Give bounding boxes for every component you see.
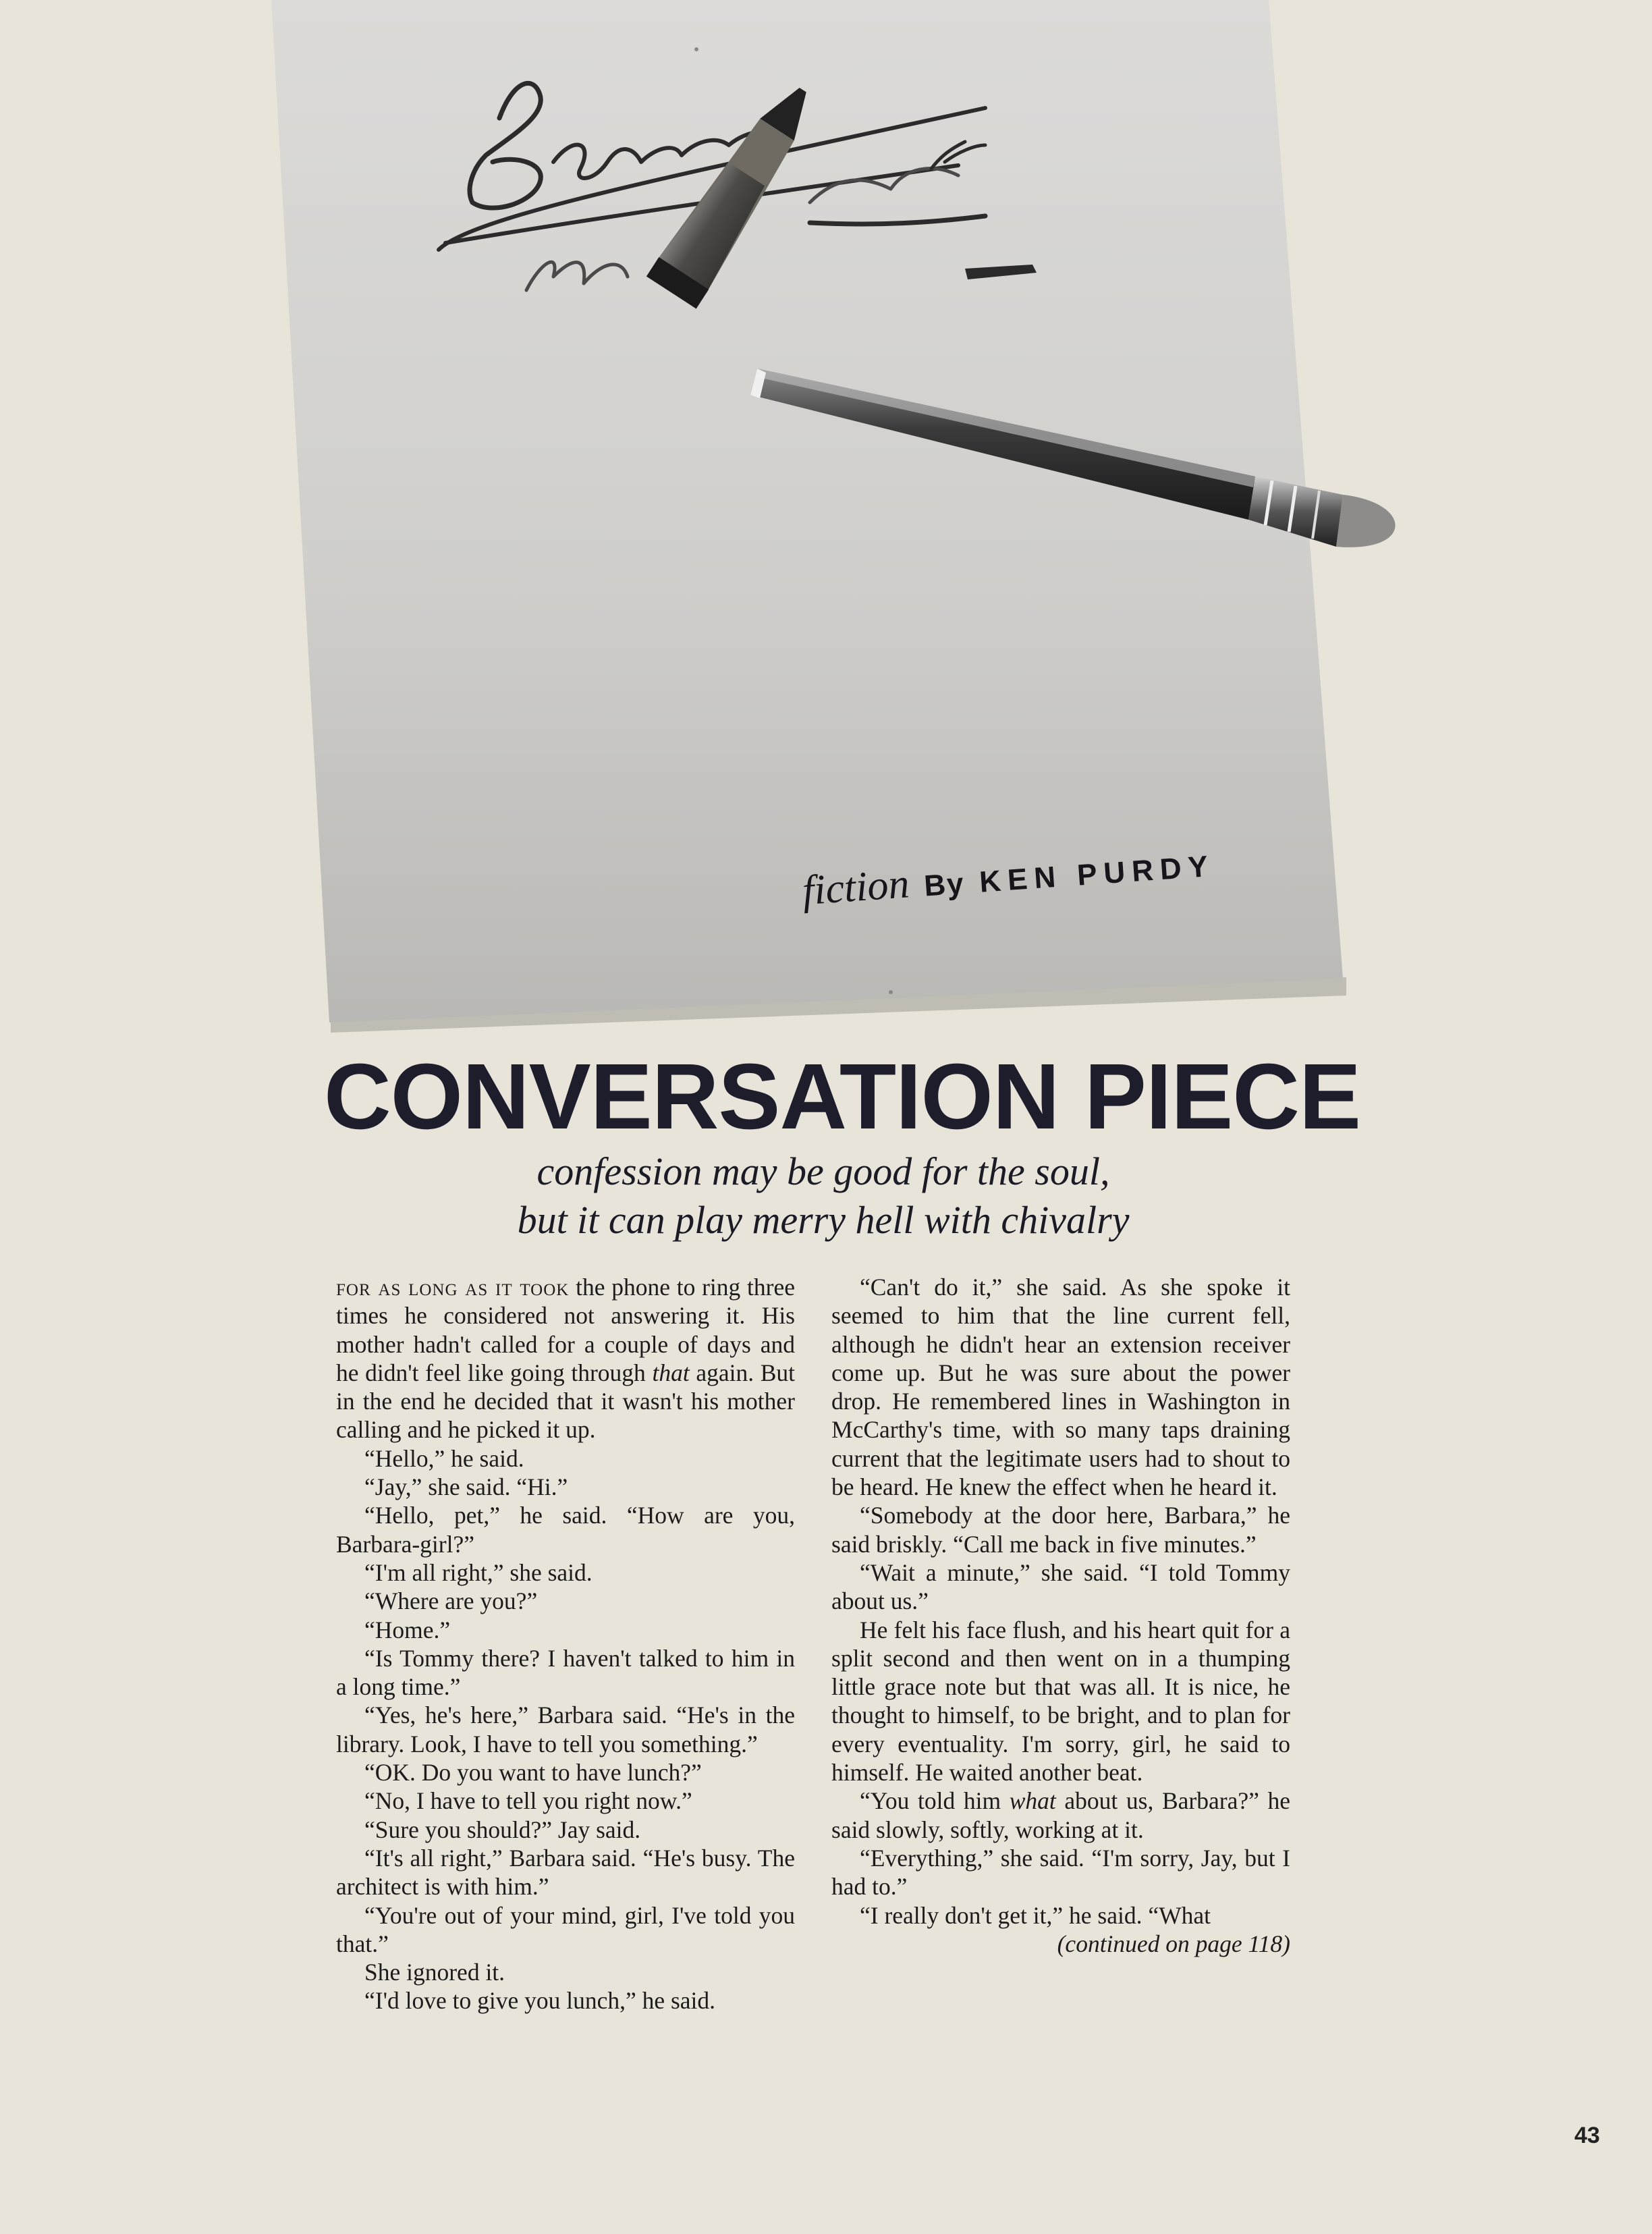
paragraph: “Hello,” he said. <box>364 1444 524 1472</box>
paragraph: “Somebody at the door here, Barbara,” he said briskly. “Call me back in five minutes.” <box>831 1502 1290 1558</box>
emphasis-text: what <box>1009 1787 1056 1815</box>
paragraph-text: again. But in the end he decided that it wasn't his mother calling and he picked it up. <box>336 1359 796 1444</box>
paragraph: “No, I have to tell you right now.” <box>364 1787 692 1815</box>
paragraph: “Where are you?” <box>364 1587 538 1615</box>
article-title: CONVERSATION PIECE <box>324 1045 1360 1149</box>
paragraph: “Wait a minute,” she said. “I told Tommy about us.” <box>831 1558 1290 1615</box>
body-column-2 <box>831 1273 1290 1958</box>
article-deck <box>378 1147 1269 1245</box>
paragraph: “Yes, he's here,” Barbara said. “He's in the library. Look, I have to tell you something.” <box>336 1701 795 1758</box>
paragraph: “Sure you should?” Jay said. <box>364 1816 641 1843</box>
paragraph: “It's all right,” Barbara said. “He's busy. The architect is with him.” <box>336 1844 795 1901</box>
paragraph: She ignored it. <box>364 1959 505 1986</box>
emphasis-text: that <box>652 1359 690 1386</box>
paragraph: “I'm all right,” she said. <box>364 1558 593 1586</box>
paragraph: “Home.” <box>364 1616 451 1643</box>
paragraph-text: “You told him <box>860 1787 1010 1815</box>
continued-notice: (continued on page 118) <box>1057 1930 1290 1957</box>
author-name: KEN PURDY <box>978 849 1216 899</box>
paragraph: “Everything,” she said. “I'm sorry, Jay, but I had to.” <box>831 1844 1290 1901</box>
paragraph: He felt his face flush, and his heart quit for a split second and then went on in a thumping little grace note but that was all. It is nice, he thought to himself, to be bright, and to plan for every eventuality. I'm sorry, girl, he said to himself. He waited another beat. <box>831 1616 1290 1787</box>
paragraph: “Jay,” she said. “Hi.” <box>364 1473 568 1501</box>
paragraph: “OK. Do you want to have lunch?” <box>364 1759 702 1787</box>
paragraph <box>336 1273 795 1444</box>
paragraph <box>831 1787 1290 1844</box>
lead-in: for as long as it took <box>336 1274 570 1301</box>
paragraph-text: about us, Barbara?” he said slowly, softly, working at it. <box>831 1787 1290 1843</box>
paragraph-text: the phone to ring three times he considered not answering it. His mother hadn't called for a couple of days and he didn't feel like going through <box>336 1274 795 1386</box>
paragraph: “I really don't get it,” he said. “What <box>860 1901 1211 1929</box>
byline-by: By <box>923 867 966 903</box>
deck-line-2: but it can play merry hell with chivalry <box>517 1198 1130 1242</box>
paragraph: “I'd love to give you lunch,” he said. <box>364 1987 716 2015</box>
paragraph: “Hello, pet,” he said. “How are you, Barbara-girl?” <box>336 1502 795 1558</box>
body-column-1 <box>336 1273 795 2015</box>
byline-fiction: fiction <box>800 861 911 915</box>
paragraph: “You're out of your mind, girl, I've told you that.” <box>336 1901 795 1957</box>
paragraph: “Can't do it,” she said. As she spoke it seemed to him that the line current fell, although he didn't hear an extension receiver come up. But he was sure about the power drop. He remembered lines in Washington in McCarthy's time, with so many taps draining current that the legitimate users had to shout to be heard. He knew the effect when he heard it. <box>831 1274 1290 1501</box>
deck-line-1: confession may be good for the soul, <box>536 1149 1110 1193</box>
page-number: 43 <box>1574 2123 1600 2148</box>
paragraph: “Is Tommy there? I haven't talked to him in a long time.” <box>336 1644 795 1701</box>
